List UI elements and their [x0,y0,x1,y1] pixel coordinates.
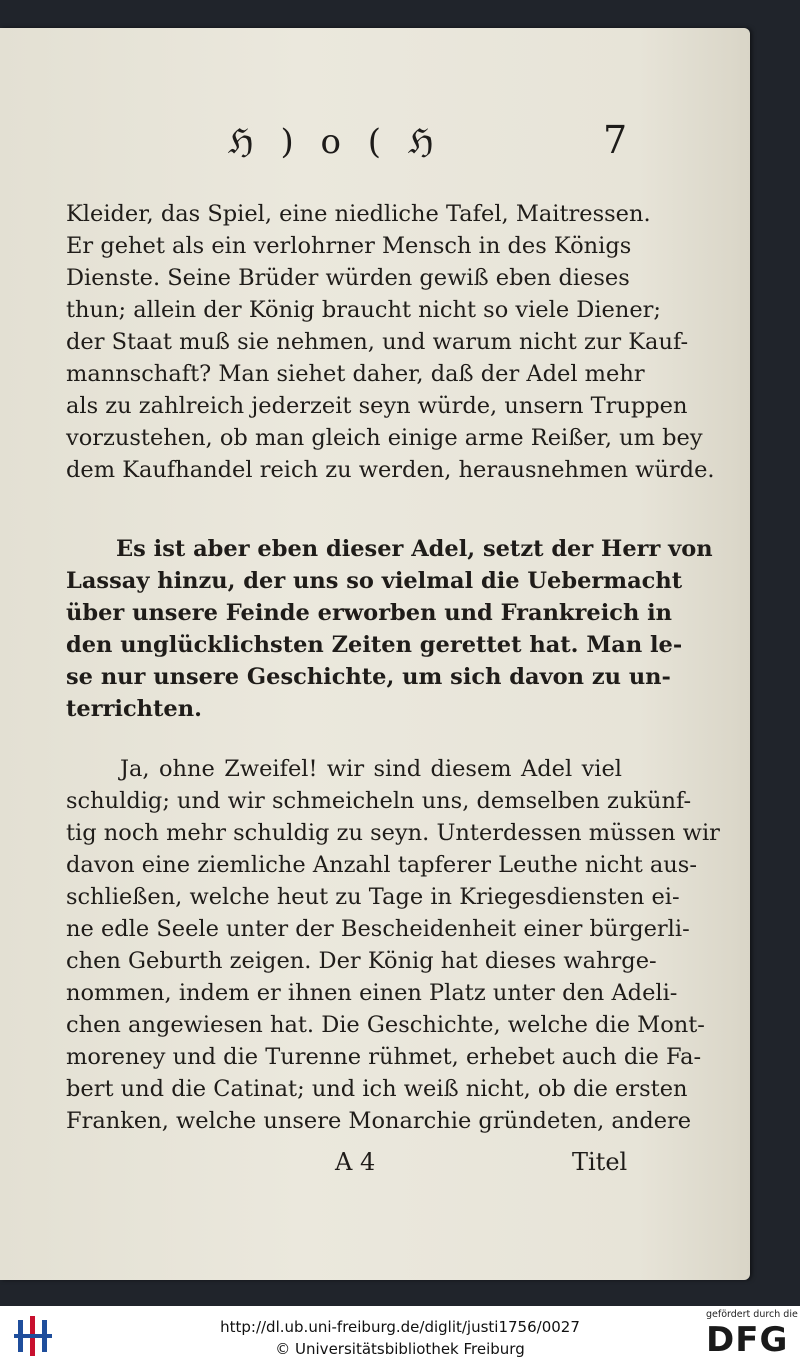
sponsor-caption: gefördert durch die [706,1309,798,1320]
text-line: Er gehet als ein verlohrner Mensch in des Königs [66,233,632,259]
text-line: Franken, welche unsere Monarchie gründeten, andere [66,1108,692,1134]
text-line: den unglücklichsten Zeiten gerettet hat. Man le- [66,632,683,658]
text-line: se nur unsere Geschichte, um sich davon zu un- [66,664,671,690]
copyright-text: © Universitätsbibliothek Freiburg [275,1340,525,1358]
text-line: moreney und die Turenne rühmet, erhebet auch die Fa- [66,1044,702,1070]
paragraph-1 [66,198,715,486]
text-line: Kleider, das Spiel, eine niedliche Tafel, Maitressen. [66,201,651,227]
text-line: schuldig; und wir schmeicheln uns, demselben zukünf- [66,788,692,814]
text-line: ne edle Seele unter der Bescheidenheit einer bürgerli- [66,916,690,942]
text-line: Dienste. Seine Brüder würden gewiß eben dieses [66,265,630,291]
source-url-link[interactable]: http://dl.ub.uni-freiburg.de/diglit/justi1756/0027 [220,1318,580,1336]
text-line: tig noch mehr schuldig zu seyn. Unterdessen müssen wir [66,820,720,846]
text-line: Ja, ohne Zweifel! wir sind diesem Adel viel [120,756,622,782]
text-line: bert und die Catinat; und ich weiß nicht, ob die ersten [66,1076,688,1102]
text-line: dem Kaufhandel reich zu werden, herausnehmen würde. [66,457,715,483]
text-line: terrichten. [66,696,202,722]
catchword: Titel [572,1148,628,1176]
paragraph-3 [66,753,720,1137]
page-header [228,118,628,168]
page-number: 7 [603,118,628,162]
text-line: der Staat muß sie nehmen, und warum nicht zur Kauf- [66,329,689,355]
text-line: Lassay hinzu, der uns so vielmal die Uebermacht [66,568,683,594]
text-line: chen Geburth zeigen. Der König hat dieses wahrge- [66,948,657,974]
text-line: schließen, welche heut zu Tage in Kriegesdiensten ei- [66,884,680,910]
paragraph-2 [66,533,713,725]
header-ornament-right: ℌ [408,122,442,162]
text-line: thun; allein der König braucht nicht so viele Diener; [66,297,661,323]
text-line: nommen, indem er ihnen einen Platz unter den Adeli- [66,980,678,1006]
header-ornament-left: ℌ ) o ( [228,122,390,162]
text-line: vorzustehen, ob man gleich einige arme Reißer, um bey [66,425,703,451]
text-line: davon eine ziemliche Anzahl tapferer Leuthe nicht aus- [66,852,697,878]
signature-mark: A 4 [335,1148,376,1176]
text-line: über unsere Feinde erworben und Frankreich in [66,600,673,626]
text-line: als zu zahlreich jederzeit seyn würde, unsern Truppen [66,393,688,419]
viewer-footer-bar [0,1306,800,1365]
text-line: mannschaft? Man siehet daher, daß der Adel mehr [66,361,645,387]
text-line: Es ist aber eben dieser Adel, setzt der Herr von [116,536,713,562]
text-line: chen angewiesen hat. Die Geschichte, welche die Mont- [66,1012,705,1038]
book-page [0,28,750,1280]
dfg-logo: DFG [706,1320,789,1360]
